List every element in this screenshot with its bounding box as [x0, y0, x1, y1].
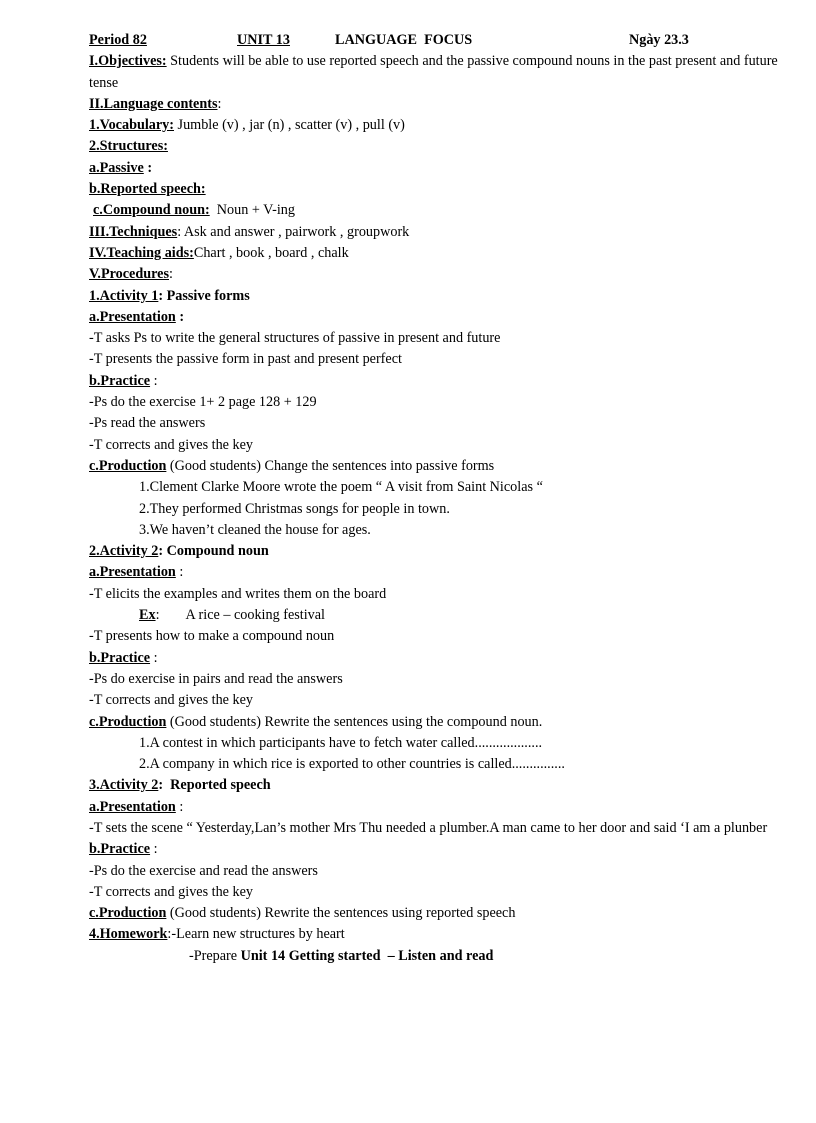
activity2-heading — [89, 541, 809, 562]
activity1-label: 1.Activity 1 — [89, 287, 159, 304]
period-label: Period 82 — [89, 32, 147, 48]
activity2-practice-heading — [89, 648, 809, 669]
list-item: -T corrects and gives the key — [89, 436, 254, 453]
exercise-item: 1.A contest in which participants have to fetch water called................... — [139, 734, 543, 751]
activity3-production-label: c.Production — [89, 905, 167, 922]
activity1-presentation-suffix: : — [175, 308, 185, 325]
compound-noun-label: c.Compound noun: — [93, 202, 210, 219]
example-text: A rice – cooking festival — [185, 607, 325, 624]
homework-suffix: : — [167, 926, 172, 943]
activity3-presentation-suffix: : — [175, 798, 184, 815]
activity1-practice-suffix: : — [150, 372, 158, 389]
homework-row — [89, 924, 809, 945]
activity1-practice-heading — [89, 371, 809, 392]
objectives-text: Students will be able to use reported speech and the passive compound nouns in the past present and future tense — [89, 53, 778, 91]
homework-line2-prefix: -Prepare — [189, 947, 241, 964]
date-label: Ngày 23.3 — [629, 32, 689, 48]
activity3-presentation-heading — [89, 797, 809, 818]
vocabulary-row — [89, 115, 809, 136]
activity2-production-heading — [89, 712, 809, 733]
teaching-aids-row — [89, 243, 809, 264]
list-item: -T presents how to make a compound noun — [89, 628, 335, 645]
activity3-practice-heading — [89, 839, 809, 860]
procedures-label: V.Procedures — [89, 266, 169, 283]
language-contents-heading — [89, 94, 809, 115]
compound-noun-row — [89, 200, 809, 221]
structures-label: 2.Structures: — [89, 138, 168, 155]
exercise-item: 2.A company in which rice is exported to other countries is called............... — [139, 756, 565, 773]
activity1-presentation-heading — [89, 307, 809, 328]
activity2-title: : Compound noun — [158, 543, 269, 560]
list-item: -T corrects and gives the key — [89, 883, 254, 900]
language-contents-suffix: : — [217, 95, 222, 112]
activity3-presentation-label: a.Presentation — [89, 798, 176, 815]
vocabulary-label: 1.Vocabulary: — [89, 117, 174, 134]
reported-speech-label: b.Reported speech: — [89, 181, 206, 198]
activity2-presentation-label: a.Presentation — [89, 564, 176, 581]
reported-speech-heading — [89, 179, 809, 200]
activity2-label: 2.Activity 2 — [89, 543, 159, 560]
homework-label: 4.Homework — [89, 926, 168, 943]
list-item: -Ps do the exercise 1+ 2 page 128 + 129 — [89, 394, 317, 411]
activity2-production-text: (Good students) Rewrite the sentences using the compound noun. — [166, 713, 543, 730]
lesson-plan-page — [89, 30, 809, 967]
activity2-practice-label: b.Practice — [89, 649, 151, 666]
activity2-presentation-heading — [89, 562, 809, 583]
exercise-item: 3.We haven’t cleaned the house for ages. — [139, 521, 371, 538]
example-row — [89, 605, 809, 626]
activity3-production-text: (Good students) Rewrite the sentences using reported speech — [166, 905, 516, 922]
list-item: -T asks Ps to write the general structures of passive in present and future — [89, 330, 501, 347]
techniques-text: Ask and answer , pairwork , groupwork — [181, 223, 410, 240]
list-item: -Ps read the answers — [89, 415, 206, 432]
language-contents-label: II.Language contents — [89, 95, 218, 112]
scene-text: -T sets the scene “ Yesterday,Lan’s mother Mrs Thu needed a plumber.A man came to her door and said ‘I am a plunber — [89, 819, 768, 836]
activity1-presentation-label: a.Presentation — [89, 308, 176, 325]
teaching-aids-text: Chart , book , board , chalk — [193, 244, 349, 261]
list-item: -Ps do exercise in pairs and read the answers — [89, 670, 343, 687]
list-item: -T corrects and gives the key — [89, 692, 254, 709]
activity1-title: : Passive forms — [158, 287, 250, 304]
example-label: Ex — [139, 607, 156, 624]
activity3-production-heading — [89, 903, 809, 924]
list-item: -Ps do the exercise and read the answers — [89, 862, 318, 879]
activity2-presentation-suffix: : — [175, 564, 184, 581]
header-row — [89, 30, 809, 51]
lesson-title: LANGUAGE FOCUS — [335, 32, 473, 48]
activity1-heading — [89, 286, 809, 307]
techniques-suffix: : — [177, 223, 182, 240]
exercise-item: 2.They performed Christmas songs for people in town. — [139, 500, 450, 517]
exercise-item: 1.Clement Clarke Moore wrote the poem “ A visit from Saint Nicolas “ — [139, 479, 543, 496]
compound-noun-text: Noun + V-ing — [209, 202, 295, 219]
activity3-label: 3.Activity 2 — [89, 777, 159, 794]
homework-line2 — [89, 946, 809, 967]
structures-heading — [89, 136, 809, 157]
activity1-production-heading — [89, 456, 809, 477]
activity1-production-text: (Good students) Change the sentences into passive forms — [166, 457, 495, 474]
activity3-practice-label: b.Practice — [89, 841, 151, 858]
homework-line1: -Learn new structures by heart — [171, 926, 345, 943]
example-colon: : — [155, 607, 160, 624]
list-item: -T presents the passive form in past and present perfect — [89, 351, 402, 368]
activity1-practice-label: b.Practice — [89, 372, 151, 389]
activity3-practice-suffix: : — [150, 841, 158, 858]
procedures-suffix: : — [169, 266, 173, 283]
activity3-heading — [89, 775, 809, 796]
passive-suffix: : — [143, 159, 153, 176]
passive-heading — [89, 158, 809, 179]
activity3-title: : Reported speech — [158, 777, 271, 794]
unit-label: UNIT 13 — [237, 32, 290, 48]
techniques-row — [89, 222, 809, 243]
objectives-section — [89, 51, 809, 94]
activity2-production-label: c.Production — [89, 713, 167, 730]
homework-line2-bold: Unit 14 Getting started – Listen and read — [240, 947, 494, 964]
list-item: -T elicits the examples and writes them on the board — [89, 585, 387, 602]
activity1-production-label: c.Production — [89, 457, 167, 474]
activity2-practice-suffix: : — [150, 649, 158, 666]
vocabulary-text: Jumble (v) , jar (n) , scatter (v) , pull (v) — [174, 117, 405, 134]
objectives-label: I.Objectives: — [89, 53, 167, 70]
procedures-heading — [89, 264, 809, 285]
techniques-label: III.Techniques — [89, 223, 178, 240]
passive-label: a.Passive — [89, 159, 144, 176]
teaching-aids-label: IV.Teaching aids: — [89, 244, 194, 261]
